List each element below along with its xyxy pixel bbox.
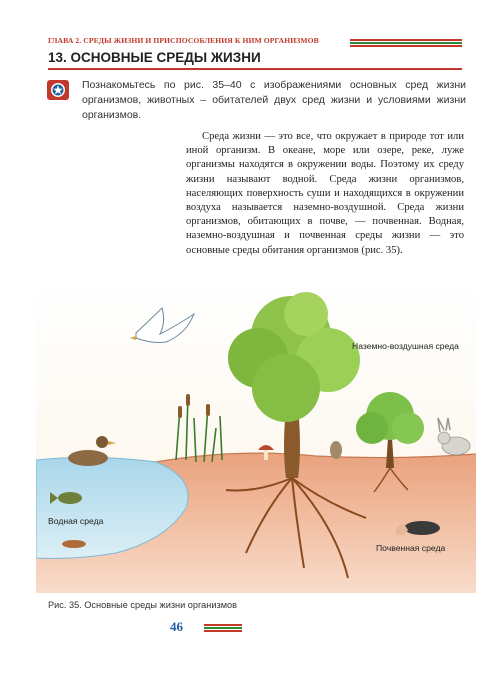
section-title: 13. ОСНОВНЫЕ СРЕДЫ ЖИЗНИ — [48, 50, 261, 65]
figure-caption: Рис. 35. Основные среды жизни организмов — [48, 600, 238, 610]
chapter-header: ГЛАВА 2. СРЕДЫ ЖИЗНИ И ПРИСПОСОБЛЕНИЯ К НИМ ОРГАНИЗМОВ — [48, 36, 319, 45]
label-soil-environment: Почвенная среда — [376, 543, 446, 553]
task-text: Познакомьтесь по рис. 35–40 с изображениями основных сред жизни организмов, животных – обитателей двух сред жизни и условиями жизни организмов. — [82, 79, 466, 121]
label-water-environment: Водная среда — [48, 516, 104, 526]
page-number-decoration — [204, 624, 242, 633]
star-badge-icon — [47, 80, 69, 100]
header-decoration — [350, 39, 462, 48]
page-number: 46 — [170, 619, 183, 634]
main-paragraph: Среда жизни — это все, что окружает в природе тот или иной организм. В океане, море или озере, реке, луже организмы находятся в окружении воды. Поэтому их среду жизни называют водной. Среда жизни организмов, населяющих поверхность суши и находящихся в окружении воздуха называется наземно-воздушной. Среда жизни организмов, обитающих в почве, — почвенная. Водная, наземно-воздушная и почвенная среды жизни — это основные среды обитания организмов (рис. 35). — [186, 131, 464, 256]
section-divider — [48, 68, 462, 70]
label-air-environment: Наземно-воздушная среда — [352, 341, 459, 351]
